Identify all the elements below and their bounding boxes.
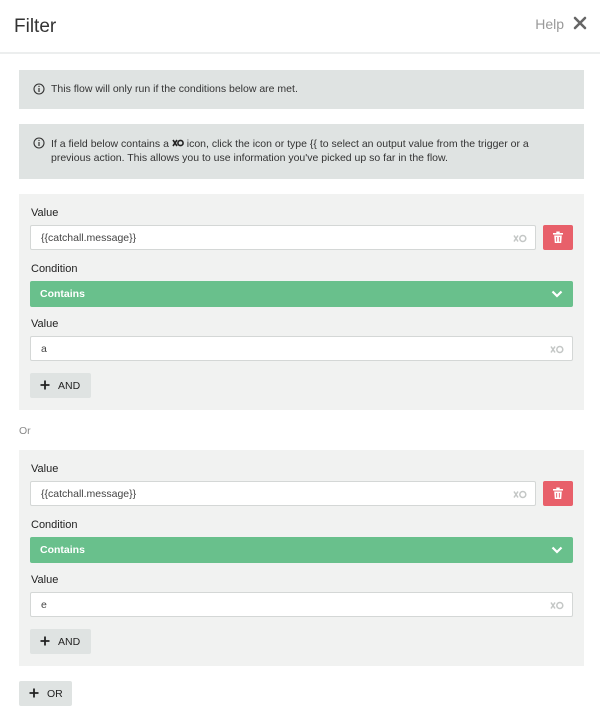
condition-value: Contains	[40, 288, 85, 300]
insert-data-icon	[172, 139, 184, 147]
value2-input[interactable]	[30, 592, 573, 617]
close-icon[interactable]	[572, 13, 588, 33]
value2-input[interactable]	[30, 336, 573, 361]
chevron-down-icon	[551, 290, 563, 298]
add-and-label: AND	[58, 380, 81, 392]
add-or-label: OR	[47, 688, 63, 700]
condition-value: Contains	[40, 544, 85, 556]
value-input[interactable]	[30, 481, 536, 506]
insert-data-icon[interactable]	[513, 234, 527, 243]
info-icon	[33, 83, 45, 95]
value2-label: Value	[31, 318, 59, 330]
insert-data-icon[interactable]	[550, 601, 564, 610]
value2-text: e	[41, 599, 47, 611]
run-condition-text: This flow will only run if the conditions below are met.	[51, 83, 298, 95]
condition-label: Condition	[31, 519, 78, 531]
insert-data-icon[interactable]	[550, 345, 564, 354]
condition-label: Condition	[31, 263, 78, 275]
icon-hint-notice	[19, 124, 584, 179]
help-link[interactable]: Help	[535, 16, 564, 32]
icon-hint-text	[51, 137, 570, 165]
add-or-button[interactable]	[19, 681, 72, 706]
condition-select[interactable]	[30, 537, 573, 563]
info-icon	[33, 137, 45, 149]
add-and-button[interactable]	[30, 629, 91, 654]
add-and-button[interactable]	[30, 373, 91, 398]
chevron-down-icon	[551, 546, 563, 554]
value-label: Value	[31, 463, 59, 475]
value-label: Value	[31, 207, 59, 219]
value-text: {{catchall.message}}	[41, 488, 137, 500]
value2-label: Value	[31, 574, 59, 586]
modal-header	[0, 0, 600, 54]
condition-select[interactable]	[30, 281, 573, 307]
trash-icon	[552, 231, 564, 244]
run-condition-notice	[19, 70, 584, 109]
delete-condition-button[interactable]	[543, 481, 573, 506]
plus-icon	[29, 688, 39, 698]
add-and-label: AND	[58, 636, 81, 648]
filter-group-1	[19, 194, 584, 410]
value2-text: a	[41, 343, 47, 355]
icon-hint-before: If a field below contains a	[51, 138, 169, 150]
value-text: {{catchall.message}}	[41, 232, 137, 244]
page-title: Filter	[14, 16, 57, 37]
or-separator: Or	[19, 425, 31, 437]
delete-condition-button[interactable]	[543, 225, 573, 250]
plus-icon	[40, 380, 50, 390]
icon-hint-after: icon, click the icon or type {{ to select an output value from the trigger or a previous action. This allows you to use information you've picked up so far in the flow.	[51, 138, 529, 164]
insert-data-icon[interactable]	[513, 490, 527, 499]
value-input[interactable]	[30, 225, 536, 250]
plus-icon	[40, 636, 50, 646]
filter-group-2	[19, 450, 584, 666]
trash-icon	[552, 487, 564, 500]
